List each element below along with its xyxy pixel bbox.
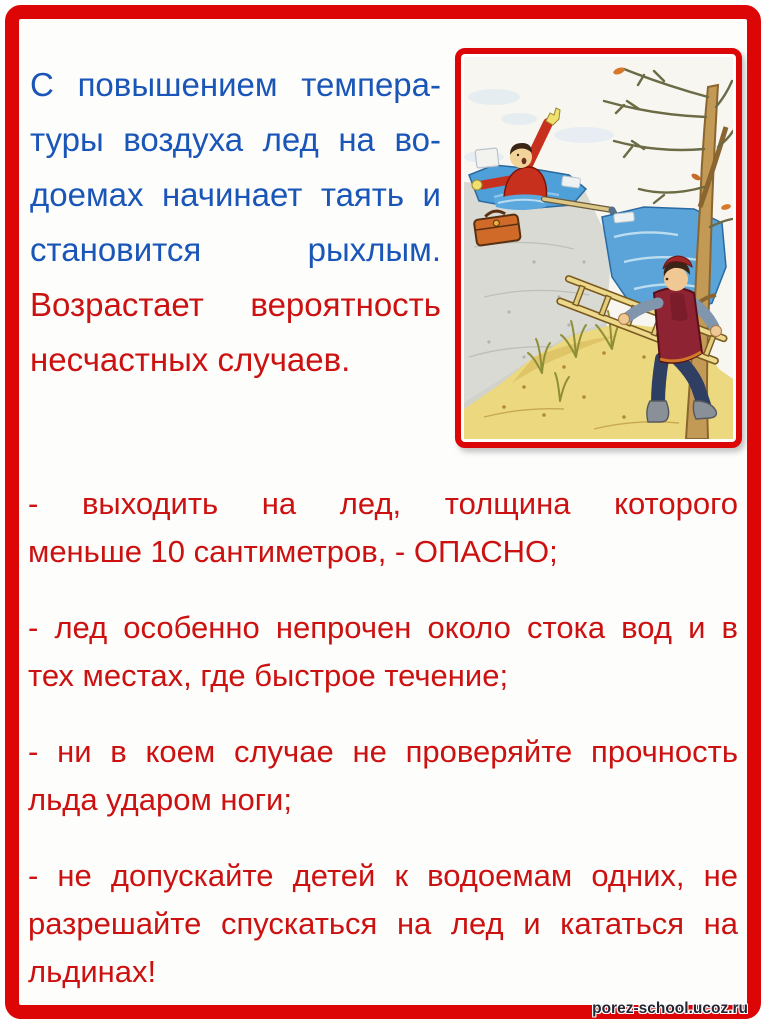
rule-line: - не допускайте детей к водоемам одних, не bbox=[28, 858, 738, 893]
safety-rule bbox=[28, 728, 738, 824]
safety-rule bbox=[28, 480, 738, 576]
ice-rescue-illustration-icon bbox=[464, 57, 733, 439]
rule-line: - выходить на лед, толщина которого bbox=[28, 486, 738, 521]
intro-line: туры воздуха лед на во- bbox=[30, 121, 441, 158]
safety-rule bbox=[28, 604, 738, 700]
rule-line: разрешайте спускаться на лед и кататься на bbox=[28, 906, 738, 941]
illustration-frame bbox=[455, 48, 742, 448]
rule-line: - ни в коем случае не проверяйте прочность bbox=[28, 734, 738, 769]
rule-line: меньше 10 сантиметров, - ОПАСНО; bbox=[28, 534, 558, 569]
rule-line: льда ударом ноги; bbox=[28, 782, 292, 817]
safety-rule bbox=[28, 852, 738, 996]
intro-paragraph bbox=[30, 57, 441, 387]
intro-line: становится рыхлым. bbox=[30, 231, 441, 268]
intro-line: С повышением темпера- bbox=[30, 66, 441, 103]
intro-line-warning: несчастных случаев. bbox=[30, 341, 351, 378]
rule-line: тех местах, где быстрое течение; bbox=[28, 658, 509, 693]
intro-line-warning: Возрастает вероятность bbox=[30, 286, 441, 323]
site-watermark: porez-school.ucoz.ru bbox=[592, 1000, 748, 1017]
intro-line: доемах начинает таять и bbox=[30, 176, 441, 213]
safety-rules-list bbox=[28, 480, 738, 1024]
rule-line: льдинах! bbox=[28, 954, 157, 989]
rule-line: - лед особенно непрочен около стока вод и в bbox=[28, 610, 738, 645]
